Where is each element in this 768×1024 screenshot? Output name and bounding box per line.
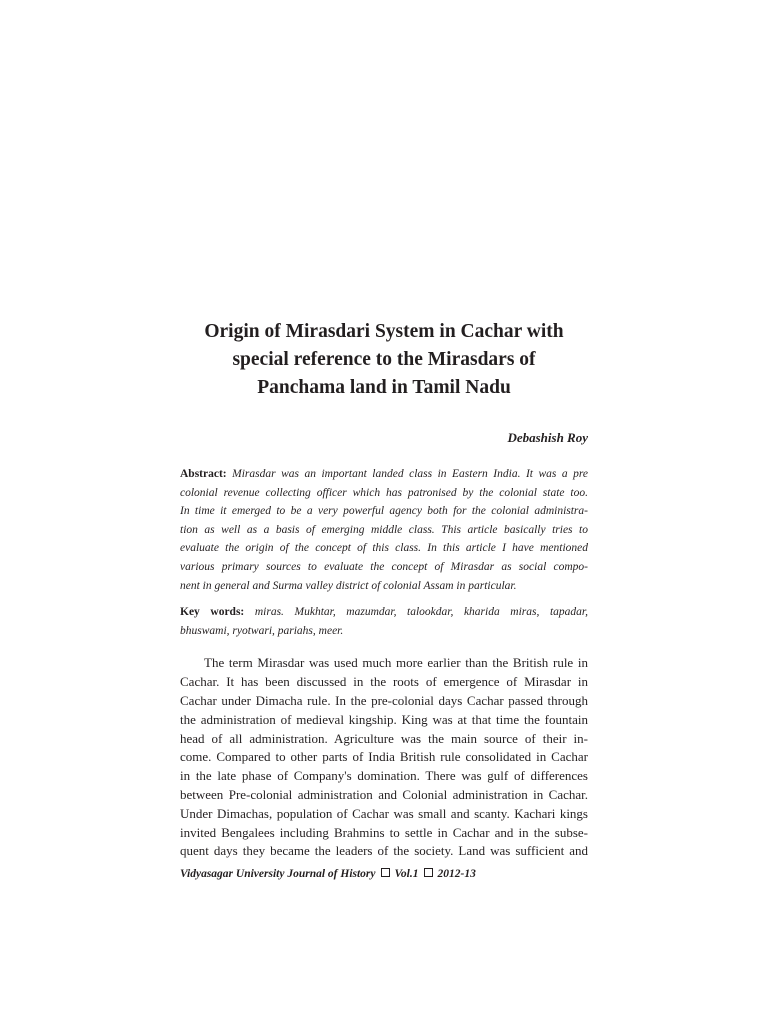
- body-paragraph: [180, 654, 588, 861]
- author-name: Debashish Roy: [507, 430, 588, 445]
- abstract-line-1: [180, 465, 588, 484]
- body-line: Cachar. It has been discussed in the roots of emergence of Mirasdar in: [180, 674, 588, 690]
- keywords-text: miras. Mukhtar, mazumdar, talookdar, kharida miras, tapadar,: [254, 606, 588, 619]
- abstract-line-4: tion as well as a basis of emerging middle class. This article basically tries to: [180, 523, 588, 536]
- square-bullet-icon: [424, 868, 433, 877]
- keywords-line-2: bhuswami, ryotwari, pariahs, meer.: [180, 624, 344, 637]
- article-page: [180, 318, 588, 861]
- title-line-2: special reference to the Mirasdars of: [232, 349, 536, 370]
- keywords-line-1: [180, 603, 588, 622]
- body-line: quent days they became the leaders of the society. Land was sufficient and: [180, 843, 588, 859]
- body-line: the administration of medieval kingship. King was at that time the fountain: [180, 711, 588, 727]
- title-line-3: Panchama land in Tamil Nadu: [257, 377, 511, 398]
- keywords-label: Key words:: [180, 606, 245, 619]
- square-bullet-icon: [381, 868, 390, 877]
- abstract-section: [180, 465, 588, 595]
- body-line: come. Compared to other parts of India British rule consolidated in Cachar: [180, 749, 588, 765]
- abstract-line-6: various primary sources to evaluate the concept of Mirasdar as social compo-: [180, 560, 588, 573]
- article-title: [180, 318, 588, 402]
- body-line: The term Mirasdar was used much more earlier than the British rule in: [204, 655, 588, 671]
- abstract-label: Abstract:: [180, 468, 227, 480]
- journal-name: Vidyasagar University Journal of History: [180, 868, 376, 880]
- body-line: Cachar under Dimacha rule. In the pre-colonial days Cachar passed through: [180, 692, 588, 708]
- journal-volume: Vol.1: [394, 868, 419, 880]
- body-line: between Pre-colonial administration and Colonial administration in Cachar.: [180, 786, 588, 802]
- body-line: invited Bengalees including Brahmins to settle in Cachar and in the subse-: [180, 824, 588, 840]
- journal-footer: [180, 868, 476, 880]
- abstract-line-7: nent in general and Surma valley district of colonial Assam in particular.: [180, 579, 517, 592]
- body-line: in the late phase of Company's domination. There was gulf of differences: [180, 768, 588, 784]
- body-line: head of all administration. Agriculture was the main source of their in-: [180, 730, 588, 746]
- body-line: Under Dimachas, population of Cachar was small and scanty. Kachari kings: [180, 805, 588, 821]
- abstract-text: Mirasdar was an important landed class in Eastern India. It was a pre: [232, 468, 588, 480]
- abstract-line-2: colonial revenue collecting officer which has patronised by the colonial state too.: [180, 486, 588, 499]
- journal-year: 2012-13: [437, 868, 476, 880]
- abstract-line-5: evaluate the origin of the concept of this class. In this article I have mentioned: [180, 542, 588, 555]
- title-line-1: Origin of Mirasdari System in Cachar with: [204, 321, 564, 342]
- keywords-section: [180, 603, 588, 640]
- abstract-line-3: In time it emerged to be a very powerful agency both for the colonial administra-: [180, 505, 588, 518]
